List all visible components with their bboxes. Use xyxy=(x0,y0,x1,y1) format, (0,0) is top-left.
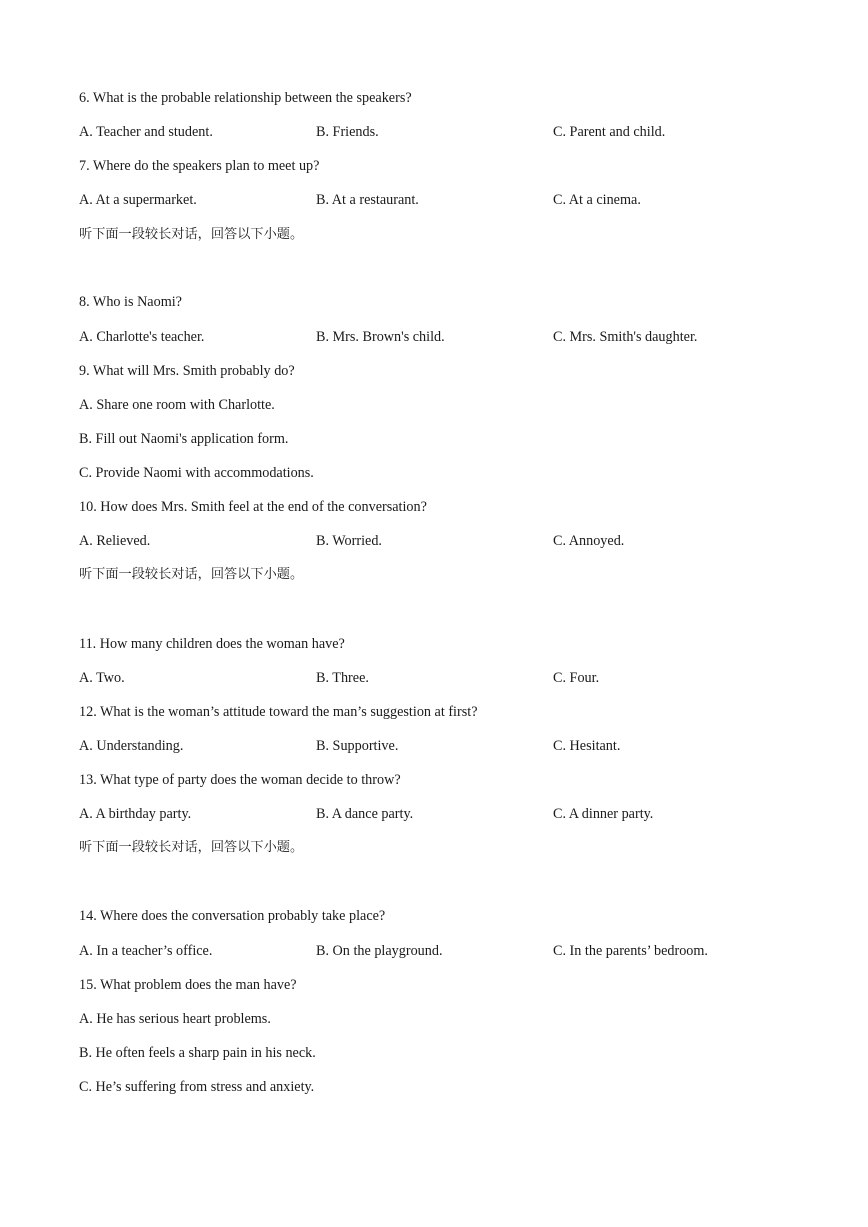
section-instruction-1: 听下面一段较长对话，回答以下小题。 xyxy=(79,227,304,242)
question-13-option-c: C. A dinner party. xyxy=(553,806,654,822)
question-8-option-b: B. Mrs. Brown's child. xyxy=(316,329,445,345)
question-6-stem: 6. What is the probable relationship between the speakers? xyxy=(79,90,412,106)
question-13-option-b: B. A dance party. xyxy=(316,806,414,822)
question-10-option-a: A. Relieved. xyxy=(79,533,151,549)
question-10-option-b: B. Worried. xyxy=(316,533,382,549)
question-12-option-b: B. Supportive. xyxy=(316,738,399,754)
question-7-option-a: A. At a supermarket. xyxy=(79,192,197,208)
question-15-option-a: A. He has serious heart problems. xyxy=(79,1011,271,1027)
question-15-option-c: C. He’s suffering from stress and anxiety. xyxy=(79,1079,315,1095)
question-11-option-c: C. Four. xyxy=(553,670,600,686)
question-7-option-c: C. At a cinema. xyxy=(553,192,641,208)
question-12-option-c: C. Hesitant. xyxy=(553,738,621,754)
question-11-option-b: B. Three. xyxy=(316,670,369,686)
question-7-option-b: B. At a restaurant. xyxy=(316,192,419,208)
question-6-option-a: A. Teacher and student. xyxy=(79,124,213,140)
question-15-stem: 15. What problem does the man have? xyxy=(79,977,297,993)
question-14-option-c: C. In the parents’ bedroom. xyxy=(553,943,708,959)
question-7-stem: 7. Where do the speakers plan to meet up? xyxy=(79,158,320,174)
question-13-stem: 13. What type of party does the woman decide to throw? xyxy=(79,772,401,788)
question-8-option-a: A. Charlotte's teacher. xyxy=(79,329,205,345)
question-12-option-a: A. Understanding. xyxy=(79,738,184,754)
question-9-stem: 9. What will Mrs. Smith probably do? xyxy=(79,363,295,379)
question-9-option-b: B. Fill out Naomi's application form. xyxy=(79,431,289,447)
section-instruction-3: 听下面一段较长对话，回答以下小题。 xyxy=(79,840,304,855)
question-6-option-c: C. Parent and child. xyxy=(553,124,666,140)
question-9-option-c: C. Provide Naomi with accommodations. xyxy=(79,465,314,481)
question-15-option-b: B. He often feels a sharp pain in his neck. xyxy=(79,1045,316,1061)
question-11-option-a: A. Two. xyxy=(79,670,125,686)
question-8-option-c: C. Mrs. Smith's daughter. xyxy=(553,329,698,345)
question-14-option-b: B. On the playground. xyxy=(316,943,443,959)
question-14-option-a: A. In a teacher’s office. xyxy=(79,943,213,959)
question-8-stem: 8. Who is Naomi? xyxy=(79,294,182,310)
question-10-stem: 10. How does Mrs. Smith feel at the end of the conversation? xyxy=(79,499,427,515)
question-6-option-b: B. Friends. xyxy=(316,124,379,140)
section-instruction-2: 听下面一段较长对话，回答以下小题。 xyxy=(79,567,304,582)
question-14-stem: 14. Where does the conversation probably take place? xyxy=(79,908,386,924)
question-13-option-a: A. A birthday party. xyxy=(79,806,192,822)
question-11-stem: 11. How many children does the woman have? xyxy=(79,636,345,652)
question-9-option-a: A. Share one room with Charlotte. xyxy=(79,397,275,413)
question-10-option-c: C. Annoyed. xyxy=(553,533,625,549)
question-12-stem: 12. What is the woman’s attitude toward the man’s suggestion at first? xyxy=(79,704,478,720)
